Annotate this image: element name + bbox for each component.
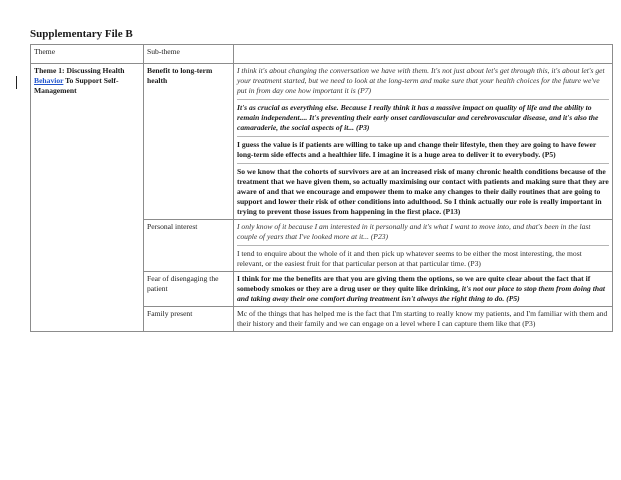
quote-cell	[234, 272, 613, 307]
header-theme: Theme	[31, 45, 144, 64]
header-subtheme: Sub-theme	[144, 45, 234, 64]
quote: So we know that the cohorts of survivors are at an increased risk of many chronic health conditions because of the treatment that we have given them, so actually maximising our contact with patients and making sure that they are aware of and that we encourage and empower them to make any changes to their daily routines that are going to support and lower their risk of other conditions into adulthood. So I think actually our role is really important in trying to prevent those issues from happening in the first place. (P13)	[237, 167, 609, 216]
document-title: Supplementary File B	[30, 28, 133, 40]
table-row	[31, 64, 613, 220]
theme-cell	[31, 64, 144, 332]
quote-italic-part: it's not our place to stop them from doing that and taking away their one comfort during treatment isn't always the right thing to do. (P5)	[237, 284, 605, 303]
subtheme-cell: Personal interest	[144, 220, 234, 272]
quote: I only know of it because I am interested in it personally and it's what I want to move into, and that's been in the last couple of years that I've looked more at it... (P23)	[237, 222, 609, 246]
quote-cell	[234, 307, 613, 332]
quote: I think it's about changing the conversation we have with them. It's not just about let's get through this, it's about let's get your treatment started, but we need to look at the long-term and make sure that your health choices for the future we've put in from day one how important it is (P7)	[237, 66, 609, 100]
supplementary-table	[30, 44, 613, 332]
subtheme-cell: Benefit to long-term health	[144, 64, 234, 220]
theme-link[interactable]: Behavior	[34, 76, 64, 85]
quote: Mc of the things that has helped me is the fact that I'm starting to really know my patients, and I'm familiar with them and their history and their family and we can engage on a level where I can capture them like that (P3)	[237, 309, 608, 328]
subtheme-cell: Family present	[144, 307, 234, 332]
theme-suffix: To Support Self-Management	[34, 76, 119, 95]
header-quote	[234, 45, 613, 64]
quote-cell	[234, 64, 613, 220]
quote: I guess the value is if patients are willing to take up and change their lifestyle, then they are going to have fewer long-term side effects and a healthier life. I imagine it is a huge area to deliver it to everybody. (P5)	[237, 140, 609, 164]
quote: I tend to enquire about the whole of it and then pick up whatever seems to be either the most interesting, the most relevant, or the easiest fruit for that particular person at that particular time. (P3)	[237, 249, 582, 268]
text-cursor	[16, 76, 17, 89]
quote-bold-part: I think for me the benefits are that you are giving them the options, so we are quite clear about the fact that if somebody smokes or they are a drug user or they quite like drinking,	[237, 274, 591, 293]
table-header-row	[31, 45, 613, 64]
theme-prefix: Theme 1: Discussing Health	[34, 66, 125, 75]
quote	[237, 274, 609, 304]
quote-cell	[234, 220, 613, 272]
quote: It's as crucial as everything else. Because I really think it has a massive impact on quality of life and the ability to remain independent.... It's preventing their early onset cardiovascular and cerebrovascular disease, and it's also the camaraderie, the social aspects of it... (P3)	[237, 103, 609, 137]
subtheme-cell: Fear of disengaging the patient	[144, 272, 234, 307]
